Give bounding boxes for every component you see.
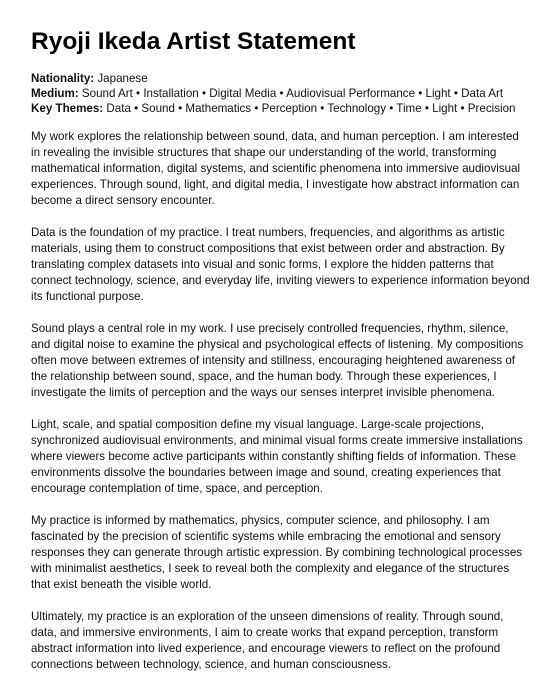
document-title: Ryoji Ikeda Artist Statement	[31, 28, 356, 55]
paragraph: My work explores the relationship between sound, data, and human perception. I am interested in revealing the invisible structures that shape our understanding of the world, transforming mathematical information, digital systems, and scientific phenomena into immersive audiovisual experiences. Through sound, light, and digital media, I investigate how abstract information can become a direct sensory encounter.	[31, 130, 521, 207]
document-page	[31, 26, 531, 673]
paragraph: Data is the foundation of my practice. I treat numbers, frequencies, and algorithms as artistic materials, using them to construct compositions that exist between order and abstraction. By translating complex datasets into visual and sonic forms, I explore the hidden patterns that connect technology, science, and everyday life, inviting viewers to experience information beyond its functional purpose.	[31, 226, 530, 303]
paragraph: Ultimately, my practice is an exploration of the unseen dimensions of reality. Through sound, data, and immersive environments, I aim to create works that expand perception, transform abstract information into lived experience, and encourage viewers to reflect on the profound connections between technology, science, and human consciousness.	[31, 610, 504, 671]
meta-value: Sound Art • Installation • Digital Media • Audiovisual Performance • Light • Data Art	[81, 87, 504, 100]
meta-label: Medium:	[31, 87, 79, 100]
statement-body	[31, 129, 531, 673]
meta-medium	[31, 86, 531, 101]
meta-key-themes	[31, 101, 531, 116]
meta-nationality	[31, 71, 531, 86]
paragraph: Sound plays a central role in my work. I use precisely controlled frequencies, rhythm, silence, and digital noise to examine the physical and psychological effects of listening. My compositions often move between extremes of intensity and stillness, encouraging heightened awareness of the relationship between sound, space, and the human body. Through these experiences, I investigate the limits of perception and the ways our senses interpret invisible phenomena.	[31, 322, 524, 399]
meta-label: Key Themes:	[31, 102, 104, 115]
artist-metadata	[31, 71, 531, 116]
meta-label: Nationality:	[31, 72, 95, 85]
paragraph: Light, scale, and spatial composition define my visual language. Large-scale projections, synchronized audiovisual environments, and minimal visual forms create immersive installations where viewers become active participants within constantly shifting fields of information. These environments dissolve the boundaries between image and sound, creating experiences that encourage contemplation of time, space, and perception.	[31, 418, 523, 495]
meta-value: Japanese	[97, 72, 148, 85]
paragraph: My practice is informed by mathematics, physics, computer science, and philosophy. I am fascinated by the precision of scientific systems while embracing the emotional and sensory responses they can generate through artistic expression. By combining technological processes with minimalist aesthetics, I seek to reveal both the complexity and elegance of the structures that exist beneath the visible world.	[31, 514, 523, 591]
meta-value: Data • Sound • Mathematics • Perception • Technology • Time • Light • Precision	[106, 102, 516, 115]
